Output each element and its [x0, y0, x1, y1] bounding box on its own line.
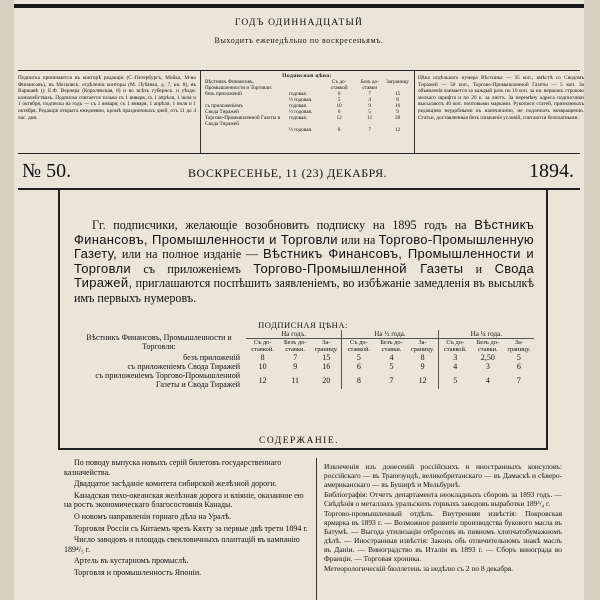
subscription-terms: Подписка принимается въ конторѣ редакціи (С.-Петербургъ, Мойка, М-во Финансовъ), въ Московск. отдѣленіи конторы (М. Лубянка, д. 7, кв. 8), въ Варшавѣ (у Е.Ф. Вернера (Королевская, 8) и во всѣхъ губернск. и уѣздн. казначействахъ. Подписка считается только съ 1 января, съ 1 апрѣля, 1 іюля и 1 октября, подписка на годъ — съ 1 января; съ 1 января, 1 апрѣля, 1 іюля и 1 октября. Редакція открыта ежедневно, кромѣ праздничныхъ дней, отъ 11 до 4 час. дня. — [18, 75, 196, 121]
table-cell: 2,50 — [480, 353, 495, 362]
table-cell: 12 — [394, 127, 401, 133]
table-cell: 8 — [420, 353, 425, 362]
table-cell: 4 — [485, 375, 490, 385]
table-cell: 4 — [438, 362, 472, 371]
notice-fragment: и — [463, 261, 495, 276]
notice-title-fragment: Вѣстникъ Финансовъ, Промышленности и Торговли — [74, 217, 534, 247]
contents-right-column — [324, 462, 562, 574]
row-label: съ приложеніемъ Торгово-Промышленной Газеты и Свода Тиражей — [95, 371, 240, 389]
notice-title-fragment: Свода Тиражей, — [74, 260, 534, 291]
contents-divider — [316, 458, 317, 600]
subscription-price-box — [204, 73, 410, 133]
column-header: Безъ до-ставки. — [380, 339, 403, 353]
year-label: ГОДЪ ОДИННАДЦАТЫЙ — [234, 18, 364, 28]
table-row — [72, 371, 534, 389]
table-row — [72, 330, 534, 339]
column-header: Безъ до-ставки. — [476, 339, 500, 353]
table-cell: 7 — [368, 91, 371, 97]
table-cell: ½ годовая. — [289, 109, 313, 115]
group-header: На ½ года. — [342, 330, 438, 339]
price-label: ПОДПИСНАЯ ЦѢНА: — [258, 320, 348, 330]
subscription-title: Подписная цѣна: — [282, 73, 332, 79]
table-cell: ½ годовая. — [289, 97, 313, 103]
table-cell: 6 — [337, 109, 341, 115]
table-cell: 11 — [291, 375, 300, 385]
notice-fragment: или на полное изданіе — — [117, 247, 263, 262]
table-cell: 16 — [322, 362, 331, 371]
subscription-notice — [58, 190, 548, 450]
column-header: Съ до-ставкой. — [251, 339, 274, 353]
table-cell: 10 — [258, 362, 267, 371]
table-cell: Заграницу — [386, 79, 409, 85]
table-cell: 9 — [420, 362, 425, 371]
contents-item: О новомъ направленіи горнаго дѣла на Уралѣ. — [74, 511, 232, 521]
notice-fragment: приглашаются поспѣшить заявленіемъ, во избѣжаніе замедленія въ высылкѣ имъ первыхъ нумеровъ. — [74, 276, 534, 305]
newspaper-page — [14, 0, 584, 600]
row-label: съ приложеніемъ Свода Тиражей — [127, 362, 240, 371]
contents-item: Двадцатое засѣданіе комитета сибирской желѣзной дороги. — [74, 479, 277, 489]
price-table — [72, 330, 534, 389]
notice-fragment: Гг. подписчики, желающіе возобновить подписку на 1895 годъ на — [92, 218, 475, 232]
table-cell: 7 — [389, 375, 394, 385]
contents-item: Артель въ кустарномъ промыслѣ. — [74, 556, 189, 566]
table-cell: 6 — [342, 362, 376, 371]
top-rule — [14, 4, 584, 8]
issue-date: ВОСКРЕСЕНЬЕ, 11 (23) ДЕКАБРЯ. — [188, 166, 388, 180]
column-header: Безъ до-ставки. — [283, 339, 307, 353]
notice-fragment: или на — [337, 232, 379, 247]
table-cell: 5 — [342, 353, 376, 362]
table-cell: 5 — [368, 109, 371, 115]
table-row — [204, 115, 410, 127]
column-header: Съ до-ставкой. — [342, 339, 376, 354]
table-cell: Безъ до-ставки — [360, 79, 379, 91]
contents-item: Число заводовъ и площадь свекловичныхъ плантацій въ кампанію 189⁴/₅ г. — [64, 535, 300, 554]
table-cell: 6 — [516, 362, 521, 371]
table-cell — [288, 79, 324, 91]
subscription-price-table — [204, 79, 410, 133]
issue-year: 1894. — [529, 160, 574, 182]
column-header: Съ до-ставкой. — [438, 339, 472, 354]
contents-item: По поводу выпуска новыхъ серій билетовъ государственнаго казначейства. — [64, 458, 282, 477]
group-header: На годъ. — [246, 330, 342, 339]
table-row — [72, 353, 534, 362]
table-cell: 11 — [367, 115, 373, 121]
table-cell: 9 — [293, 362, 298, 371]
contents-item: Торгово-промышленный отдѣлъ. Внутренняя извѣстія: Покровская ярмарка въ 1893 г. — Возможное развитіе производства букового масла въ Батумѣ. — Выгода утилизаціи отбросовъ въ пивномъ хлопчатобумажномъ дѣлѣ. — Иностранныя извѣстія: Законъ объ отличительномъ знакѣ маслъ въ Даніи. — Виноградство въ Италіи въ 1893 г. — Сборъ винограда во Франціи. — Торговая хроника. — [324, 509, 562, 563]
table-cell: 7 — [293, 353, 298, 362]
table-cell: 15 — [394, 91, 401, 97]
table-cell: 7 — [368, 127, 371, 133]
table-cell: 8 — [396, 97, 399, 103]
table-cell: безъ приложеній — [205, 91, 242, 97]
contents-left-column — [64, 458, 312, 580]
issue-number: № 50. — [22, 160, 72, 182]
table-cell: 5 — [389, 362, 394, 371]
notice-title-fragment: Вѣстникъ Финансовъ, Промышленности и Торговли — [74, 246, 534, 276]
contents-item: Метеорологическій бюллетень за недѣлю съ 2 по 8 декабря. — [324, 564, 514, 573]
table-row — [204, 79, 410, 91]
column-header: За-границу. — [507, 339, 531, 353]
table-row — [204, 127, 410, 133]
column-header: За-границу. — [314, 339, 338, 353]
table-cell: 5 — [516, 353, 521, 362]
column-header: За-границу. — [411, 339, 435, 353]
table-title: Вѣстникъ Финансовъ, Промышленности и Торговли: — [86, 332, 232, 351]
table-cell: 4 — [368, 97, 371, 103]
table-cell: 3 — [485, 362, 490, 371]
row-label: безъ приложеній — [183, 353, 240, 362]
table-cell: годовая. — [289, 103, 308, 109]
table-cell: Свода Тиражей — [205, 109, 239, 115]
advertising-terms: Цѣна отдѣльнаго нумера Вѣстника — 35 коп., вмѣстѣ со Сводомъ Тиражей — 50 коп., Торгово-Промышленной Газеты — 5 коп. За объявленія взимается за каждый разъ по 10 коп. за кв. вершокъ строкою мелкаго шрифта и по 20 к. за листъ. За перемѣну адреса подписчики высылаютъ 40 коп. почтовыми марками. Рукописи статей, признанныхъ редакціею неудобными къ напечатанію, не подлежатъ возвращенію. Статьи, доставленныя безъ означенія условій, считаются безплатными. — [418, 75, 584, 121]
contents-title: СОДЕРЖАНІЕ. — [258, 436, 340, 446]
issue-line — [18, 160, 580, 186]
notice-title-fragment: Торгово-Промышленную Газету, — [74, 231, 534, 262]
weekly-label: Выходитъ еженедѣльно по воскресеньямъ. — [214, 36, 384, 45]
table-cell: Съ до-ставкой — [330, 79, 348, 91]
table-cell: годовая. — [289, 115, 308, 121]
contents-item: Торговля и промышленность Японіи. — [74, 567, 202, 577]
table-cell: ½ годовая. — [289, 127, 313, 133]
table-cell: 20 — [394, 115, 401, 121]
table-cell: 12 — [258, 375, 267, 385]
info-divider-right — [414, 71, 415, 153]
contents-item: Извлеченія изъ донесеній россійскихъ и иностранныхъ консуловъ: россійскаго — въ Трапезундѣ, великобританскаго — въ Дамаскѣ и сѣверо-американскаго — въ Буширѣ и Мельбурнѣ. — [324, 462, 562, 489]
table-row — [72, 362, 534, 371]
contents-item: Библіографія: Отчетъ департамента неокладныхъ сборовъ за 1893 годъ. — Свѣдѣнія о металлахъ уральскихъ горныхъ заводовъ выработки 189³/₄ г. — [324, 490, 562, 508]
info-divider-left — [200, 71, 201, 153]
table-cell: 8 — [337, 91, 341, 97]
table-cell: 9 — [368, 103, 371, 109]
table-cell: 8 — [342, 371, 376, 389]
table-cell: годовая. — [289, 91, 308, 97]
table-cell: Вѣстникъ Финансовъ, Промышленности и Торговли: — [205, 79, 273, 91]
info-bar — [18, 70, 584, 154]
table-cell: 4 — [389, 353, 394, 362]
table-cell: 12 — [336, 115, 342, 121]
table-cell: 8 — [260, 353, 265, 362]
contents-item: Торговля Россіи съ Китаемъ чрезъ Кяхту за первые двѣ трети 1894 г. — [74, 523, 308, 533]
table-cell: 8 — [337, 127, 341, 133]
table-cell: 3 — [438, 353, 472, 362]
table-cell: 5 — [337, 97, 341, 103]
table-cell: 12 — [418, 375, 427, 385]
table-cell: 15 — [322, 353, 331, 362]
contents-item: Канадская тихо-океанская желѣзная дорога и вліяніе, оказанное ею на ростъ экономическаго благосостоянія Канады. — [64, 490, 304, 510]
table-cell: Торгово-Промышленной Газеты и Свода Тиражей — [205, 115, 281, 127]
notice-title-fragment: Торгово-Промышленной Газеты — [253, 260, 464, 276]
table-cell: 5 — [438, 371, 472, 389]
table-cell: 7 — [516, 375, 521, 385]
group-header: На ¼ года. — [438, 330, 534, 339]
table-cell — [204, 127, 288, 133]
table-cell: 10 — [336, 103, 342, 109]
table-cell: 9 — [396, 109, 399, 115]
notice-fragment: съ приложеніемъ — [130, 261, 254, 276]
table-cell: съ приложеніемъ — [205, 103, 243, 109]
table-cell: 20 — [322, 375, 331, 385]
notice-text — [74, 218, 534, 306]
table-cell: 16 — [394, 103, 401, 109]
